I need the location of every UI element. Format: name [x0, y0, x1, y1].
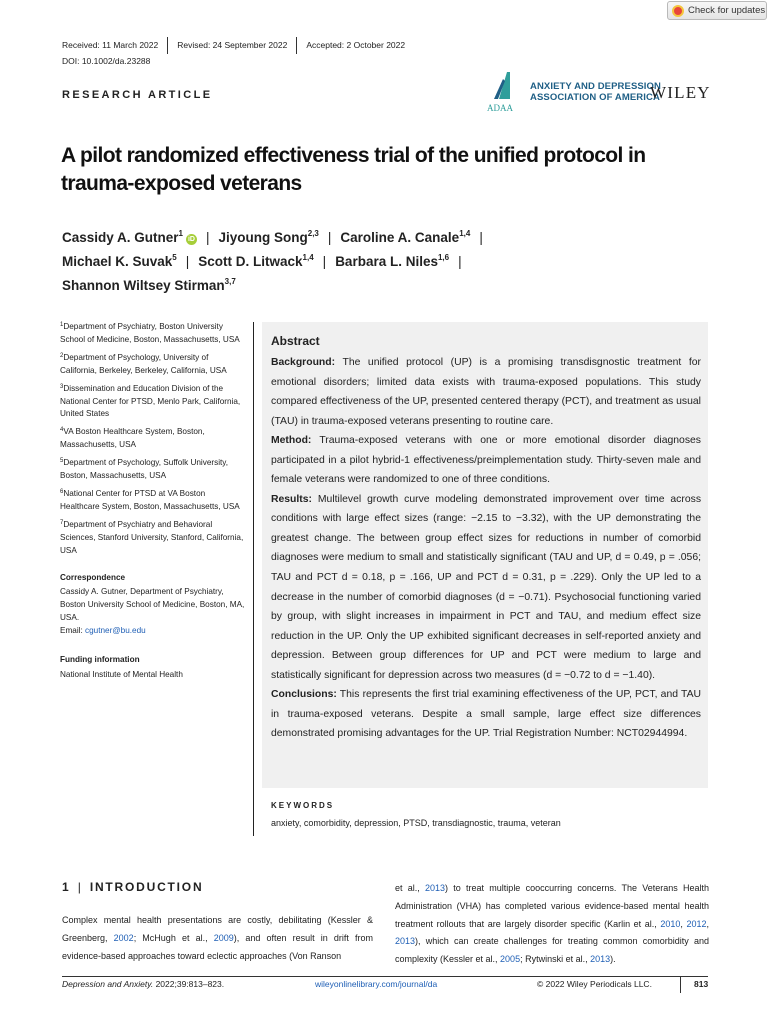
keywords-label: KEYWORDS — [271, 801, 335, 810]
abstract-conclusions-para: Conclusions: This represents the first trial examining effectiveness of the UP, PCT, and TAU in trauma-exposed veterans. Despite a small sample, large effect size differences demonstrated promising advantages for the UP. Trial Registration Number: NCT02944994. — [271, 689, 701, 740]
citation-link[interactable]: 2010 — [660, 918, 681, 929]
citation-link[interactable]: 2005 — [500, 954, 521, 965]
page-footer — [62, 979, 708, 993]
journal-url-link[interactable]: wileyonlinelibrary.com/journal/da — [315, 979, 438, 989]
affiliation: $^2$Department of Psychology, University of California, Berkeley, Berkeley, California, USA — [60, 352, 227, 375]
copyright: © 2022 Wiley Periodicals LLC. — [537, 979, 652, 989]
correspondence-text: Cassidy A. Gutner, Department of Psychiatry, Boston University School of Medicine, Boston, MA, USA. — [60, 587, 245, 623]
author[interactable]: Cassidy A. Gutner$^1$iD — [62, 229, 195, 245]
abstract-method-para: Method: Trauma-exposed veterans with one or more emotional disorder diagnoses participated in a pilot hybrid-1 effectiveness/preimplementation study. Thirty-seven male and female veterans were randomized to one of three conditions. — [271, 435, 702, 486]
section-heading: 1 | INTRODUCTION — [62, 880, 204, 894]
citation-link[interactable]: 2002 — [113, 932, 134, 943]
citation-link[interactable]: 2013 — [590, 954, 611, 965]
author[interactable]: Michael K. Suvak$^5$ — [62, 253, 177, 269]
received-date: Received: 11 March 2022 — [62, 40, 159, 50]
check-for-updates-button[interactable] — [667, 1, 767, 20]
author[interactable]: Barbara L. Niles$^{1,6}$ — [335, 253, 450, 269]
footer-rule — [62, 976, 708, 977]
logo-line-2: ASSOCIATION OF AMERICA — [530, 92, 660, 103]
logo-acronym: ADAA — [487, 103, 513, 113]
affiliation: $^3$Dissemination and Education Division of the National Center for PTSD, Menlo Park, California, United States — [60, 383, 241, 419]
accepted-date: Accepted: 2 October 2022 — [306, 40, 406, 50]
affiliation: $^7$Department of Psychiatry and Behavioral Sciences, Stanford University, Stanford, California, USA — [60, 519, 244, 555]
author[interactable]: Caroline A. Canale$^{1,4}$ — [340, 229, 471, 245]
logo-line-1: ANXIETY AND DEPRESSION — [530, 81, 662, 92]
abstract-results-para: Results: Multilevel growth curve modeling demonstrated improvement over time across conditions with large effect sizes (range: −2.15 to −3.32), with the UP demonstrating the greatest change. The between group effect sizes for reductions in number of comorbid diagnoses were medium to small and statistically significant (TAU and UP, d = 0.49, p = .056; TAU and PCT d = 0.18, p = .166, UP and PCT d = 0.31, p = .229). Only the UP led to a decrease in the number of comorbid diagnoses (d = −0.71). Psychosocial functioning varied by group, with slight increases in impairment in PCT and TAU, and medium effect size reduction in the UP. Only the UP exhibited significant decreases in self-reported anxiety and depression. Between group differences for UP and PCT were medium to large and statistically significant for depression across two measures (d = −0.72 to d = −1.40). — [271, 493, 702, 681]
affiliations-sidebar — [60, 321, 246, 682]
author[interactable]: Shannon Wiltsey Stirman$^{3,7}$ — [62, 277, 236, 293]
intro-right-column: et al., 2013) to treat multiple cooccurring concerns. The Veterans Health Administration (VHA) has completed various evidence-based mental health treatment rollouts that are largely disorder specific (Karlin et al., 2010, 2012, 2013), which can create challenges for treating common comorbidity and complexity (Kessler et al., 2005; Rytwinski et al., 2013). — [395, 883, 709, 965]
affiliation: $^4$VA Boston Healthcare System, Boston, Massachusetts, USA — [60, 427, 205, 450]
journal-citation: Depression and Anxiety. 2022;39:813–823. — [62, 979, 225, 989]
crossmark-icon — [672, 5, 684, 17]
funding-heading: Funding information — [60, 655, 140, 665]
author[interactable]: Jiyoung Song$^{2,3}$ — [218, 229, 319, 245]
divider — [167, 37, 168, 54]
article-type: RESEARCH ARTICLE — [62, 89, 213, 101]
divider — [680, 976, 681, 993]
abstract — [271, 333, 701, 744]
affiliation: $^6$National Center for PTSD at VA Boston Healthcare System, Boston, Massachusetts, USA — [60, 488, 240, 511]
funding-text: National Institute of Mental Health — [60, 669, 183, 679]
author[interactable]: Scott D. Litwack$^{1,4}$ — [198, 253, 314, 269]
adaa-logo-icon — [486, 69, 522, 113]
citation-link[interactable]: 2009 — [213, 932, 234, 943]
intro-left-column: Complex mental health presentations are costly, debilitating (Kessler & Greenberg, 2002; McHugh et al., 2009), and often result in drift from evidence-based approaches toward eclectic approaches (Von Ranson — [62, 915, 373, 961]
abstract-background-para: Background: The unified protocol (UP) is a promising transdisgnostic treatment for emotional disorders; limited data exists with trauma-exposed populations. This study compared effectiveness of the UP, presented centered therapy (PCT), and treatment as usual (TAU) in trauma-exposed veterans presenting to routine care. — [271, 357, 701, 427]
revised-date: Revised: 24 September 2022 — [177, 40, 288, 50]
adaa-logo-text — [530, 81, 661, 103]
orcid-icon[interactable]: iD — [187, 236, 195, 243]
abstract-rule — [253, 322, 254, 836]
author-list: Cassidy A. Gutner$^1$iD | Jiyoung Song$^{2,3}$ | Caroline A. Canale$^{1,4}$ | Michael K. Suvak$^5$ | Scott D. Litwack$^{1,4}$ | Barbara L. Niles$^{1,6}$ | Shannon Wiltsey Stirman$^{3,7}$ — [62, 229, 483, 293]
article-title: A pilot randomized effectiveness trial of the unified protocol in trauma-exposed veterans — [61, 144, 646, 195]
email-link[interactable]: cgutner@bu.edu — [85, 626, 146, 636]
citation-link[interactable]: 2013 — [395, 936, 416, 947]
affiliation: $^1$Department of Psychiatry, Boston University School of Medicine, Boston, Massachusetts, USA — [60, 322, 240, 344]
page-number: 813 — [694, 979, 709, 989]
correspondence-email: Email: cgutner@bu.edu — [60, 626, 146, 636]
citation-link[interactable]: 2012 — [686, 918, 707, 929]
citation-link[interactable]: 2013 — [425, 883, 446, 893]
check-for-updates-label: Check for updates — [688, 5, 766, 16]
article-dates — [62, 37, 414, 53]
keywords-text: anxiety, comorbidity, depression, PTSD, transdiagnostic, trauma, veteran — [271, 818, 561, 828]
abstract-heading: Abstract — [271, 334, 320, 348]
correspondence-heading: Correspondence — [60, 572, 126, 582]
affiliation: $^5$Department of Psychology, Suffolk University, Boston, Massachusetts, USA — [60, 458, 229, 481]
doi[interactable]: DOI: 10.1002/da.23288 — [62, 56, 151, 66]
divider — [296, 37, 297, 54]
wiley-logo: WILEY — [650, 83, 711, 102]
